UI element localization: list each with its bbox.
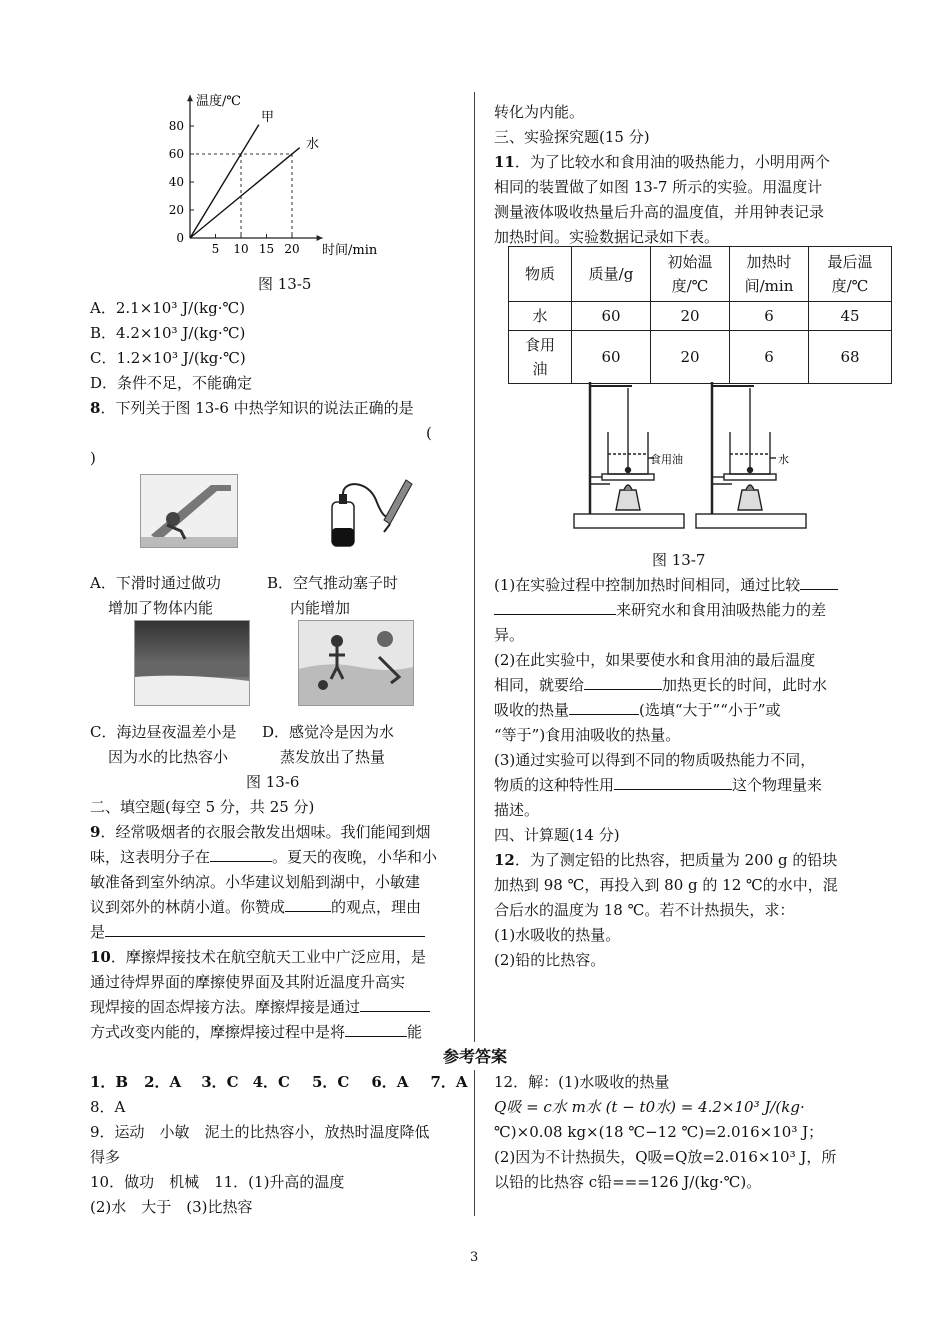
q12-line1: 12．为了测定铅的比热容，把质量为 200 g 的铅块: [494, 851, 838, 869]
figure-13-7-caption: 图 13-7: [652, 551, 706, 569]
q9-blank-1: [210, 845, 272, 862]
q11-line4: 加热时间。实验数据记录如下表。: [494, 228, 720, 246]
q8-option-c-line2: 因为水的比热容小: [108, 748, 229, 766]
table-cell: 6: [730, 302, 809, 331]
table-cell: 水: [509, 302, 572, 331]
q11-part2-line2: 相同，就要给 加热更长的时间，此时水: [494, 673, 827, 697]
figure-13-7-apparatus: [568, 374, 808, 534]
q7-option-b: B．4.2×10³ J/(kg·℃): [90, 324, 246, 342]
table-cell: 20: [651, 302, 730, 331]
table-header-cell: 最后温 度/℃: [809, 247, 892, 302]
series-line-jia: [190, 125, 259, 238]
q8-option-d-line2: 蒸发放出了热量: [280, 748, 386, 766]
y-axis-label: 温度/℃: [196, 94, 241, 109]
answers-right-line3: ℃)×0.08 kg×(18 ℃−12 ℃)=2.016×10³ J；: [494, 1123, 824, 1141]
q12-line5: (2)铅的比热容。: [494, 951, 606, 969]
x-tick-label: 20: [284, 242, 300, 256]
q11-line3: 测量液体吸收热量后升高的温度值，并用钟表记录: [494, 203, 825, 221]
q10-line4: 方式改变内能的，摩擦焊接过程中是将 能: [90, 1020, 422, 1044]
answers-right-line2: Q吸 = c水 m水 (t − t0水) = 4.2×10³ J/(kg·: [494, 1098, 805, 1116]
table-cell: 20: [651, 331, 730, 384]
figure-13-5-caption: 图 13-5: [258, 275, 312, 293]
answers-title: 参考答案: [442, 1047, 507, 1066]
q8-option-a-line1: A．下滑时通过做功: [90, 574, 221, 592]
q10-number: 10: [90, 948, 111, 966]
slide-image: [140, 474, 238, 548]
figure-13-6-caption: 图 13-6: [246, 773, 300, 791]
q11-part2-line1: (2)在此实验中，如果要使水和食用油的最后温度: [494, 651, 816, 669]
q9-number: 9: [90, 823, 101, 841]
q8-number: 8: [90, 399, 101, 417]
y-tick-label: 60: [168, 147, 184, 161]
q11-part2-line3: 吸收的热量 (选填“大于”“小于”或: [494, 698, 781, 722]
q8-option-d-line1: D．感觉冷是因为水: [262, 723, 395, 741]
q9-blank-2: [285, 895, 331, 912]
answers-divider: [474, 1070, 475, 1216]
series-line-shui: [190, 148, 300, 238]
section-4-title: 四、计算题(14 分): [494, 826, 620, 844]
q11-data-table: [508, 246, 892, 384]
page-number: 3: [470, 1250, 479, 1265]
q10-line5: 转化为内能。: [494, 103, 585, 121]
q12-line2: 加热到 98 ℃，再投入到 80 g 的 12 ℃的水中，混: [494, 876, 838, 894]
apparatus-right: [696, 382, 806, 528]
q9-line4: 议到郊外的林荫小道。你赞成 的观点，理由: [90, 895, 421, 919]
y-tick-label: 20: [168, 203, 184, 217]
q12-line4: (1)水吸收的热量。: [494, 926, 621, 944]
table-cell: 6: [730, 331, 809, 384]
q11-number: 11: [494, 153, 515, 171]
series-label-shui: 水: [306, 137, 320, 152]
q9-line3: 敏准备到室外纳凉。小华建议划船到湖中，小敏建: [90, 873, 421, 891]
table-cell: 60: [572, 302, 651, 331]
section-2-title: 二、填空题(每空 5 分，共 25 分): [90, 798, 315, 816]
table-cell: 68: [809, 331, 892, 384]
q10-line1: 10．摩擦焊接技术在航空航天工业中广泛应用，是: [90, 948, 426, 966]
table-cell: 45: [809, 302, 892, 331]
q11-part3-line2: 物质的这种特性用 这个物理量来: [494, 773, 822, 797]
q8-option-b-line2: 内能增加: [290, 599, 351, 617]
answers-right-line1: 12．解：(1)水吸收的热量: [494, 1073, 670, 1091]
q11-part3-line1: (3)通过实验可以得到不同的物质吸热能力不同，: [494, 751, 816, 769]
x-tick-label: 5: [211, 242, 220, 256]
label-oil: 食用油: [650, 453, 683, 466]
q9-blank-3: [105, 920, 425, 937]
swimmer-image: [298, 620, 414, 706]
q8-option-c-line1: C．海边昼夜温差小是: [90, 723, 237, 741]
table-header-cell: 物质: [509, 247, 572, 302]
column-divider: [474, 92, 475, 1042]
figure-13-5-chart: [160, 88, 400, 263]
y-tick-label: 0: [176, 231, 184, 245]
q10-line2: 通过待焊界面的摩擦使界面及其附近温度升高实: [90, 973, 406, 991]
beach-image: [134, 620, 250, 706]
y-tick-label: 40: [168, 175, 184, 189]
table-header-cell: 质量/g: [572, 247, 651, 302]
q11-blank-3: [569, 698, 639, 715]
q8-text: ．下列关于图 13-6 中热学知识的说法正确的是: [100, 399, 414, 417]
q8-paren-close: ): [90, 449, 96, 467]
answers-line1: 1．B 2．A 3．C 4．C 5．C 6．A 7．A: [90, 1073, 468, 1091]
answers-right-line5: 以铅的比热容 c铅===126 J/(kg·℃)。: [494, 1173, 762, 1191]
answers-line4: 得多: [90, 1148, 121, 1166]
q11-part1-line3: 异。: [494, 626, 525, 644]
q8-stem: [90, 396, 414, 420]
q10-line3: 现焊接的固态焊接方法。摩擦焊接是通过: [90, 995, 430, 1019]
q9-line5: 是: [90, 920, 425, 944]
q8-option-a-line2: 增加了物体内能: [108, 599, 214, 617]
table-row: [509, 302, 892, 331]
q7-option-d: D．条件不足，不能确定: [90, 374, 253, 392]
answers-line2: 8．A: [90, 1098, 126, 1116]
x-tick-label: 10: [233, 242, 249, 256]
q7-option-a: A．2.1×10³ J/(kg·℃): [90, 299, 246, 317]
q11-part3-line3: 描述。: [494, 801, 540, 819]
q11-blank-1a: [800, 573, 838, 590]
q9-line1: 9．经常吸烟者的衣服会散发出烟味。我们能闻到烟: [90, 823, 431, 841]
q12-line3: 合后水的温度为 18 ℃。若不计热损失，求：: [494, 901, 795, 919]
q11-part1-line2: 来研究水和食用油吸热能力的差: [494, 598, 826, 622]
q11-part2-line4: “等于”)食用油吸收的热量。: [494, 726, 681, 744]
label-water: 水: [778, 453, 789, 466]
q7-option-c: C．1.2×10³ J/(kg·℃): [90, 349, 246, 367]
series-label-jia: 甲: [261, 110, 275, 125]
x-axis-label: 时间/min: [322, 243, 378, 258]
answers-right-line4: (2)因为不计热损失，Q吸=Q放=2.016×10³ J，所: [494, 1148, 837, 1166]
table-header-cell: 加热时 间/min: [730, 247, 809, 302]
q9-line2: 味，这表明分子在 。夏天的夜晚，小华和小: [90, 845, 437, 869]
q11-blank-4: [614, 773, 732, 790]
q10-blank-2: [345, 1020, 407, 1037]
answers-line6: (2)水 大于 (3)比热容: [90, 1198, 253, 1216]
answers-line5: 10．做功 机械 11．(1)升高的温度: [90, 1173, 345, 1191]
table-header-cell: 初始温 度/℃: [651, 247, 730, 302]
table-header-row: [509, 247, 892, 302]
q10-blank-1: [360, 995, 430, 1012]
q11-line2: 相同的装置做了如图 13-7 所示的实验。用温度计: [494, 178, 823, 196]
q11-blank-2: [584, 673, 662, 690]
q8-paren-open: (: [426, 424, 432, 442]
answers-line3: 9．运动 小敏 泥土的比热容小，放热时温度降低: [90, 1123, 430, 1141]
q11-line1: 11．为了比较水和食用油的吸热能力，小明用两个: [494, 153, 830, 171]
x-tick-label: 15: [258, 242, 275, 256]
q11-part1-line1: (1)在实验过程中控制加热时间相同，通过比较: [494, 573, 838, 597]
table-cell: 食用 油: [509, 331, 572, 384]
q12-number: 12: [494, 851, 515, 869]
y-tick-label: 80: [168, 119, 184, 133]
bottle-stopper-image: [328, 472, 414, 552]
table-cell: 60: [572, 331, 651, 384]
y-axis-arrow: [187, 95, 193, 101]
q8-option-b-line1: B．空气推动塞子时: [267, 574, 399, 592]
x-axis-arrow: [317, 235, 323, 241]
q11-blank-1b: [494, 598, 616, 615]
section-3-title: 三、实验探究题(15 分): [494, 128, 650, 146]
